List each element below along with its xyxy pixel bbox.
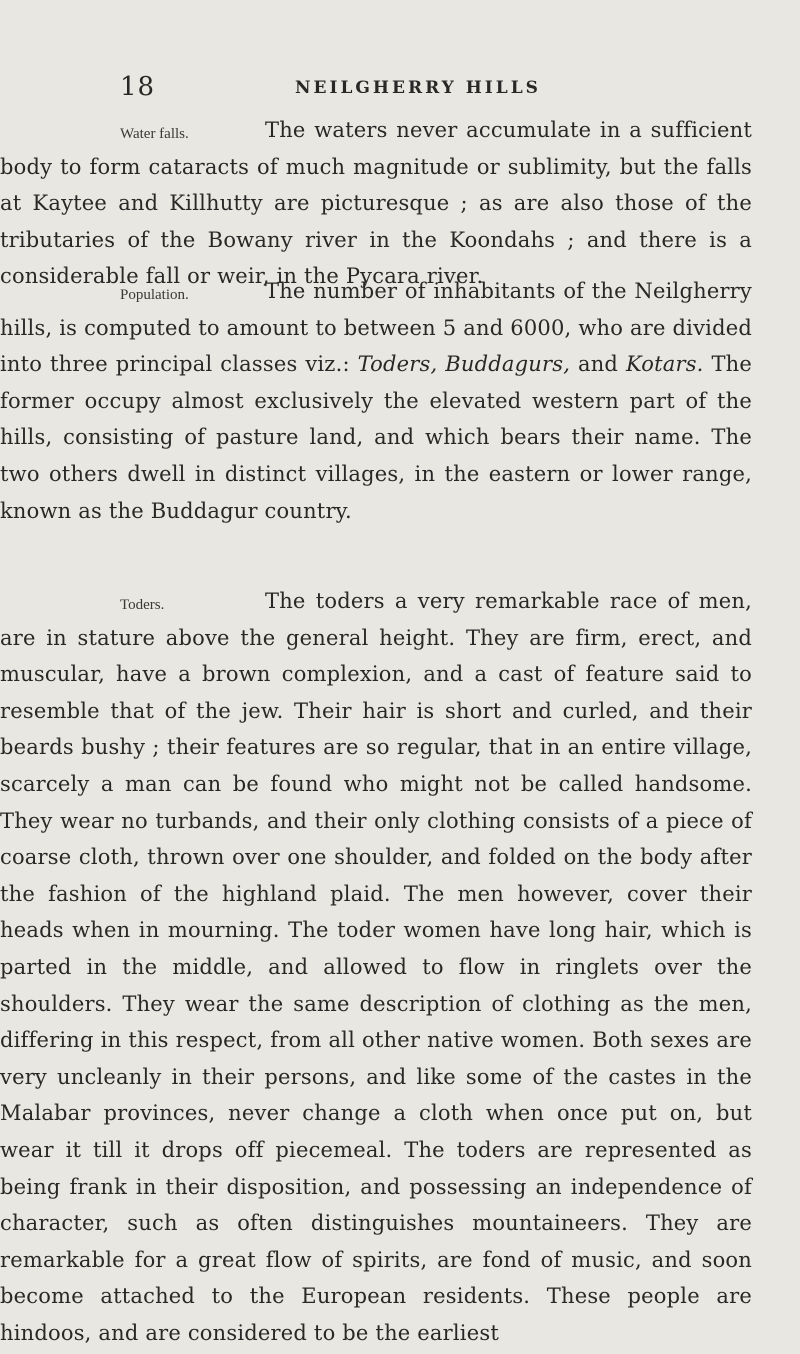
- running-head: NEILGHERRY HILLS: [295, 78, 541, 98]
- sidenote-toders: Toders.: [120, 597, 165, 613]
- section-toders: [0, 583, 752, 1351]
- paragraph-population: The number of inhabitants of the Neilgherry hills, is computed to amount to between 5 and 6000, who are divided into three principal classes viz.: Toders, Buddagurs, and Kotars. The former occupy almost exclusively the elevated western part of the hills, consisting of pasture land, and which bears their name. The two others dwell in distinct villages, in the eastern or lower range, known as the Buddagur country.: [0, 279, 752, 523]
- paragraph-toders: The toders a very remarkable race of men, are in stature above the general height. They are firm, erect, and muscular, have a brown complexion, and a cast of feature said to resemble that of the jew. Their hair is short and curled, and their beards bushy ; their features are so regular, that in an entire village, scarcely a man can be found who might not be called handsome. They wear no turbands, and their only clothing consists of a piece of coarse cloth, thrown over one shoulder, and folded on the body after the fashion of the highland plaid. The men however, cover their heads when in mourning. The toder women have long hair, which is parted in the middle, and allowed to flow in ringlets over the shoulders. They wear the same description of clothing as the men, differing in this respect, from all other native women. Both sexes are very uncleanly in their persons, and like some of the castes in the Malabar provinces, never change a cloth when once put on, but wear it till it drops off piecemeal. The toders are represented as being frank in their disposition, and possessing an independence of character, such as often distinguishes mountaineers. They are remarkable for a great flow of spirits, are fond of music, and soon become attached to the European residents. These people are hindoos, and are considered to be the earliest: [0, 589, 752, 1345]
- page-number: 18: [120, 72, 156, 102]
- sidenote-population: Population.: [120, 287, 189, 303]
- paragraph-water-falls: The waters never accumulate in a sufficient body to form cataracts of much magnitude or sublimity, but the falls at Kaytee and Killhutty are picturesque ; as are also those of the tributaries of the Bowany river in the Koondahs ; and there is a considerable fall or weir, in the Pycara river.: [0, 118, 752, 289]
- sidenote-water-falls: Water falls.: [120, 126, 189, 142]
- section-population: [0, 273, 752, 529]
- section-water-falls: [0, 112, 752, 295]
- page-header: [120, 72, 752, 106]
